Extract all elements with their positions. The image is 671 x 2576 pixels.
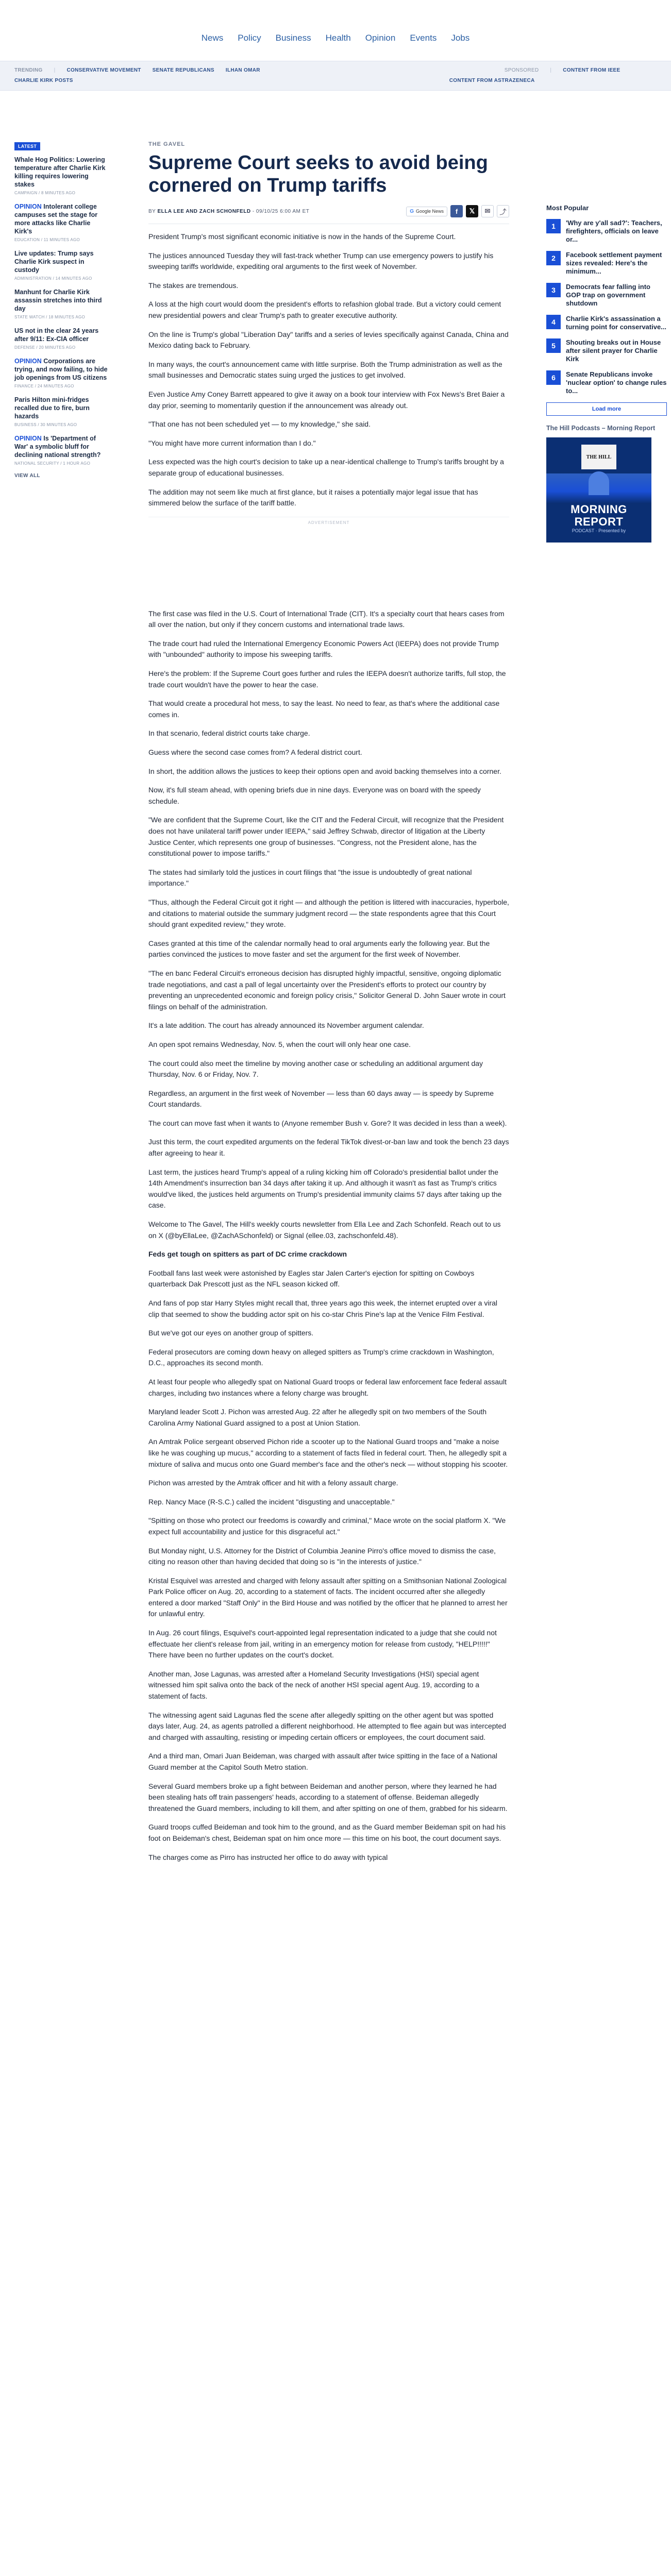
article-paragraph: "That one has not been scheduled yet — to my knowledge," she said. xyxy=(148,420,371,429)
rank-badge: 1 xyxy=(546,219,561,233)
ad-label: ADVERTISEMENT xyxy=(308,520,350,525)
podcast-artwork[interactable] xyxy=(546,437,651,543)
latest-meta: BUSINESS / 30 MINUTES AGO xyxy=(14,422,77,427)
rank-badge: 6 xyxy=(546,370,561,385)
article-paragraph: Rep. Nancy Mace (R-S.C.) called the incident "disgusting and unacceptable." xyxy=(148,1497,395,1506)
article-paragraph: On the line is Trump's global "Liberation Day" tariffs and a series of levies specifically against Canada, China and Mexico dating back to February. xyxy=(148,330,509,350)
article-paragraph: At least four people who allegedly spat on National Guard troops or federal law enforcement face federal assault charges, including two instances where a felony charge was brought. xyxy=(148,1377,507,1397)
top-navigation xyxy=(0,0,671,61)
latest-headline[interactable]: Whale Hog Politics: Lowering temperature after Charlie Kirk killing requires lowering stakes xyxy=(14,156,106,188)
latest-headline[interactable]: OPINION Corporations are trying, and now failing, to hide job openings from US citizens xyxy=(14,358,108,381)
latest-item[interactable] xyxy=(14,249,109,281)
article-paragraph: "The en banc Federal Circuit's erroneous decision has disrupted highly impactful, sensitive, ongoing diplomatic trade negotiations, and cast a pall of legal uncertainty over the President's efforts to protect our country by preventing an unprecedented economic and foreign policy crisis," Solicitor General D. John Sauer wrote in court filings on behalf of the administration. xyxy=(148,969,506,1011)
load-more-button[interactable]: Load more xyxy=(546,402,667,416)
latest-item[interactable] xyxy=(14,357,109,388)
article-paragraph: That would create a procedural hot mess, to say the least. No need to fear, as that's where the additional case comes in. xyxy=(148,699,500,719)
article-paragraph: A loss at the high court would doom the president's efforts to refashion global trade. But a victory could cement new presidential powers and clear Trump's path to greater executive authority. xyxy=(148,300,501,319)
most-popular-item[interactable] xyxy=(546,315,667,331)
article-paragraph: Even Justice Amy Coney Barrett appeared to give it away on a book tour interview with Fox News's Bret Baier a day prior, seeming to momentarily question if the announcement was already out. xyxy=(148,389,505,410)
email-share-icon[interactable]: ✉ xyxy=(481,205,494,217)
article-paragraph: Federal prosecutors are coming down heavy on alleged spitters as Trump's crime crackdown in Washington, D.C., approaches its second month. xyxy=(148,1347,494,1367)
latest-headline[interactable]: OPINION Intolerant college campuses set the stage for more attacks like Charlie Kirk's xyxy=(14,203,98,235)
x-share-icon[interactable]: 𝕏 xyxy=(466,205,478,217)
most-popular-title[interactable]: Facebook settlement payment sizes revealed: Here's the minimum... xyxy=(566,251,662,275)
nav-policy[interactable]: Policy xyxy=(238,33,261,43)
article-paragraph: Pichon was arrested by the Amtrak officer and hit with a felony assault charge. xyxy=(148,1479,398,1487)
sponsored-link[interactable]: CONTENT FROM ASTRAZENECA xyxy=(449,78,535,83)
article-paragraph: "We are confident that the Supreme Court, like the CIT and the Federal Circuit, will recognize that the President does not have unilateral tariff power under IEEPA," said Jeffrey Schwab, director of litigation at the Liberty Justice Center, which represents one group of businesses. "Congress, not the President alone, has the constitutional power to impose tariffs." xyxy=(148,816,504,858)
nav-opinion[interactable]: Opinion xyxy=(365,33,396,43)
latest-item[interactable] xyxy=(14,327,109,350)
most-popular-title[interactable]: Democrats fear falling into GOP trap on government shutdown xyxy=(566,283,650,307)
most-popular-item[interactable] xyxy=(546,338,667,363)
article-title: Supreme Court seeks to avoid being cornered on Trump tariffs xyxy=(148,152,488,196)
most-popular-item[interactable] xyxy=(546,283,667,308)
latest-badge: LATEST xyxy=(14,142,40,150)
latest-meta: EDUCATION / 11 MINUTES AGO xyxy=(14,238,80,242)
latest-headline[interactable]: US not in the clear 24 years after 9/11: Ex-CIA officer xyxy=(14,327,99,343)
most-popular-title[interactable]: Charlie Kirk's assassination a turning point for conservative... xyxy=(566,315,667,331)
rank-badge: 2 xyxy=(546,251,561,265)
latest-item[interactable] xyxy=(14,202,109,242)
article-paragraph: Another man, Jose Lagunas, was arrested after a Homeland Security Investigations (HSI) special agent witnessed him spit saliva onto the back of the neck of another HSI special agent Aug. 19, according to a statement of facts. xyxy=(148,1669,480,1701)
podcast-title: MORNING REPORT xyxy=(571,503,627,528)
article-paragraph: The court can move fast when it wants to (Anyone remember Bush v. Gore? It was decided in less than a week). xyxy=(148,1118,507,1127)
capitol-dome-graphic xyxy=(589,471,609,495)
most-popular-rail xyxy=(546,204,667,543)
trending-link[interactable]: ILHAN OMAR xyxy=(225,67,260,73)
most-popular-list xyxy=(546,219,667,395)
latest-headline[interactable]: OPINION Is 'Department of War' a symbolic bluff for declining national strength? xyxy=(14,435,101,459)
article-paragraph: Welcome to The Gavel, The Hill's weekly courts newsletter from Ella Lee and Zach Schonfeld. Reach out to us on X (@byEllaLee, @ZachASchonfeld) or Signal (ellee.03, zachschonfeld.48). xyxy=(148,1220,501,1240)
latest-headline[interactable]: Manhunt for Charlie Kirk assassin stretches into third day xyxy=(14,289,102,312)
article-paragraph: The court could also meet the timeline by moving another case or scheduling an additional argument day Thursday, Nov. 6 or Friday, Nov. 7. xyxy=(148,1059,483,1079)
article-paragraph: The stakes are tremendous. xyxy=(148,281,239,290)
trending-row-1: TRENDING | CONSERVATIVE MOVEMENT SENATE REPUBLICANS ILHAN OMAR SPONSORED | CONTENT FROM IEEE xyxy=(14,67,620,73)
article-paragraph: But Monday night, U.S. Attorney for the District of Columbia Jeanine Pirro's office moved to dismiss the case, citing no reason other than having decided that doing so is "in the interests of justice." xyxy=(148,1546,496,1566)
article xyxy=(148,141,509,1871)
article-paragraph: The states had similarly told the justices in court filings that "the issue is undoubtedly of great national importance." xyxy=(148,868,472,888)
most-popular-title[interactable]: 'Why are y'all sad?': Teachers, firefighters, officials on leave or... xyxy=(566,219,662,243)
rank-badge: 3 xyxy=(546,283,561,297)
trending-row-2 xyxy=(14,78,671,83)
trending-bar xyxy=(0,61,671,91)
article-lede: President Trump's most significant economic initiative is now in the hands of the Supreme Court. xyxy=(148,232,456,241)
article-paragraph: Guard troops cuffed Beideman and took him to the ground, and as the Guard member Beideman spit on had his foot on Beideman's chest, Beideman spat on him once more — this time on his boot, the court document says. xyxy=(148,1823,506,1842)
article-paragraph: But we've got our eyes on another group of spitters. xyxy=(148,1329,314,1337)
article-paragraph: Several Guard members broke up a fight between Beideman and another person, where they learned he had been stealing hats off train passengers' heads, according to a statement of offense. Beideman allegedly threatened the Guard members, including to kill them, and after spitting on one of them, grabbed for his sidearm. xyxy=(148,1782,508,1812)
latest-headline[interactable]: Paris Hilton mini-fridges recalled due to fire, burn hazards xyxy=(14,396,90,420)
trending-link[interactable]: CONSERVATIVE MOVEMENT xyxy=(66,67,141,73)
article-body xyxy=(148,231,509,1863)
rank-badge: 4 xyxy=(546,315,561,329)
sponsored-link[interactable]: CONTENT FROM IEEE xyxy=(563,67,620,73)
article-paragraph: "You might have more current information than I do." xyxy=(148,438,316,447)
article-paragraph: An Amtrak Police sergeant observed Pichon ride a scooter up to the National Guard troops and "make a noise like he was coughing up mucus," according to a statement of facts filed in federal court. Then, he allegedly spit a mixture of saliva and mucus onto one Guard member's face and the other's neck — without stopping his scooter. xyxy=(148,1437,508,1468)
trending-label: TRENDING xyxy=(14,67,43,73)
latest-item[interactable] xyxy=(14,288,109,319)
opinion-tag: OPINION xyxy=(14,203,42,210)
latest-meta: FINANCE / 24 MINUTES AGO xyxy=(14,384,74,388)
latest-meta: CAMPAIGN / 8 MINUTES AGO xyxy=(14,191,76,195)
article-paragraph: The justices announced Tuesday they will fast-track whether Trump can use emergency powers to justify his sweeping tariffs worldwide, expediting oral arguments to the first week of November. xyxy=(148,251,494,271)
trending-link[interactable]: CHARLIE KIRK POSTS xyxy=(14,78,73,83)
article-paragraph: The addition may not seem like much at first glance, but it raises a potentially major legal issue that has simmered below the surface of the tariff battle. xyxy=(148,487,478,507)
publish-date: - 09/10/25 6:00 AM ET xyxy=(250,208,310,214)
article-paragraph: The trade court had ruled the International Emergency Economic Powers Act (IEEPA) does not provide Trump with "unbounded" authority to impose his sweeping tariffs. xyxy=(148,639,499,659)
article-paragraph: Football fans last week were astonished by Eagles star Jalen Carter's ejection for spitting on Cowboys quarterback Dak Prescott just as the NFL season kicked off. xyxy=(148,1268,475,1289)
latest-meta: ADMINISTRATION / 14 MINUTES AGO xyxy=(14,276,92,281)
article-paragraph: In Aug. 26 court filings, Esquivel's court-appointed legal representation indicated to a judge that she could not effectuate her client's release from jail, writing in an emergency motion for release from custody, "HELP!!!!!" There have been no further updates on the court's docket. xyxy=(148,1629,497,1659)
nav-health[interactable]: Health xyxy=(325,33,351,43)
latest-list xyxy=(14,156,109,466)
share-tools xyxy=(406,205,509,217)
facebook-share-icon[interactable]: f xyxy=(450,205,463,217)
article-paragraph: Less expected was the high court's decision to take up a near-identical challenge to Trump's tariffs brought by a separate group of educational businesses. xyxy=(148,457,504,477)
nav-business[interactable]: Business xyxy=(275,33,311,43)
latest-item[interactable] xyxy=(14,156,109,195)
sponsored-label: SPONSORED xyxy=(504,67,539,73)
ad-slot xyxy=(148,517,509,594)
section-heading: Feds get tough on spitters as part of DC crime crackdown xyxy=(148,1250,347,1259)
article-paragraph: The witnessing agent said Lagunas fled the scene after allegedly spitting on the other agent but was spotted days later, Aug. 24, as agents patrolled a different neighborhood. He attempted to flee again but was intercepted and charged with assaulting, resisting or impeding certain officers or employees, the court document said. xyxy=(148,1710,506,1741)
opinion-tag: OPINION xyxy=(14,435,42,442)
byline-row xyxy=(148,205,509,224)
latest-meta: DEFENSE / 20 MINUTES AGO xyxy=(14,345,76,350)
nav-news[interactable]: News xyxy=(201,33,224,43)
view-all-link[interactable]: VIEW ALL xyxy=(14,473,40,479)
article-paragraph: An open spot remains Wednesday, Nov. 5, when the court will only hear one case. xyxy=(148,1040,411,1048)
article-paragraph: Guess where the second case comes from? A federal district court. xyxy=(148,748,362,757)
article-paragraph: The first case was filed in the U.S. Court of International Trade (CIT). It's a specialty court that hears cases from all over the nation, but only if they concern customs and international trade laws. xyxy=(148,609,505,629)
most-popular-item[interactable] xyxy=(546,219,667,244)
article-paragraph: "Spitting on those who protect our freedoms is cowardly and criminal," Mace wrote on the social platform X. "We expect full accountability and justice for this disgraceful act." xyxy=(148,1516,506,1536)
latest-meta: STATE WATCH / 18 MINUTES AGO xyxy=(14,315,86,319)
article-paragraph: The charges come as Pirro has instructed her office to do away with typical xyxy=(148,1853,388,1861)
article-paragraph: And fans of pop star Harry Styles might recall that, three years ago this week, the internet erupted over a viral clip that seemed to show the budding actor spit on his co-star Chris Pine's lap at the Venice Film Festival. xyxy=(148,1299,498,1318)
article-kicker[interactable]: THE GAVEL xyxy=(148,141,186,147)
article-paragraph: In short, the addition allows the justices to keep their options open and avoid backing themselves into a corner. xyxy=(148,767,501,775)
copy-link-icon[interactable]: ⤴ xyxy=(497,205,509,217)
nav-events[interactable]: Events xyxy=(410,33,437,43)
google-news-icon: G xyxy=(410,208,414,214)
opinion-tag: OPINION xyxy=(14,358,42,365)
article-paragraph: Here's the problem: If the Supreme Court goes further and rules the IEEPA doesn't authorize tariffs, full stop, the trade court wouldn't have the power to hear the case. xyxy=(148,669,506,689)
latest-item[interactable] xyxy=(14,434,109,466)
author-names[interactable]: ELLA LEE AND ZACH SCHONFELD xyxy=(157,208,251,214)
trending-link[interactable]: SENATE REPUBLICANS xyxy=(152,67,214,73)
article-paragraph: In many ways, the court's announcement came with little surprise. Both the Trump administration as well as the small businesses and Democratic states suing urged the justices to get involved. xyxy=(148,360,502,380)
most-popular-heading: Most Popular xyxy=(546,204,589,212)
podcast-sub: PODCAST · Presented by xyxy=(572,528,626,533)
article-paragraph: Now, it's full steam ahead, with opening briefs due in nine days. Everyone was on board with the speedy schedule. xyxy=(148,786,481,805)
article-paragraph: Maryland leader Scott J. Pichon was arrested Aug. 22 after he allegedly spit on two members of the South Carolina Army National Guard assigned to a post at Union Station. xyxy=(148,1408,487,1427)
most-popular-item[interactable] xyxy=(546,251,667,276)
nav-jobs[interactable]: Jobs xyxy=(451,33,470,43)
article-paragraph: Regardless, an argument in the first week of November — less than 60 days away — is speedy by Supreme Court standards. xyxy=(148,1089,494,1109)
latest-headline[interactable]: Live updates: Trump says Charlie Kirk suspect in custody xyxy=(14,250,94,274)
article-paragraph: Cases granted at this time of the calendar normally head to oral arguments early the following year. But the parties convinced the justices to move faster and set the argument for the first week of November. xyxy=(148,939,490,959)
google-news-button[interactable]: G Google News xyxy=(406,207,447,216)
rank-badge: 5 xyxy=(546,338,561,353)
the-hill-logo: THE HILL xyxy=(581,445,616,469)
most-popular-title[interactable]: Shouting breaks out in House after silent prayer for Charlie Kirk xyxy=(566,338,661,363)
latest-meta: NATIONAL SECURITY / 1 HOUR AGO xyxy=(14,461,91,466)
podcast-heading[interactable]: The Hill Podcasts – Morning Report xyxy=(546,425,656,432)
most-popular-title[interactable]: Senate Republicans invoke 'nuclear option' to change rules to... xyxy=(566,370,667,395)
article-paragraph: In that scenario, federal district courts take charge. xyxy=(148,729,310,738)
article-paragraph: It's a late addition. The court has already announced its November argument calendar. xyxy=(148,1021,424,1030)
most-popular-item[interactable] xyxy=(546,370,667,395)
latest-item[interactable] xyxy=(14,396,109,427)
byline: BY ELLA LEE AND ZACH SCHONFELD - 09/10/25 6:00 AM ET xyxy=(148,208,310,214)
latest-news-rail xyxy=(14,141,109,479)
article-paragraph: "Thus, although the Federal Circuit got it right — and although the petition is littered with inaccuracies, hyperbole, and citations to material outside the summary judgment record — the state respondents agree that this Court should grant expedited review," they wrote. xyxy=(148,897,509,929)
article-paragraph: Last term, the justices heard Trump's appeal of a ruling kicking him off Colorado's presidential ballot under the 14th Amendment's insurrection ban 34 days after taking it up. And although it wasn't as fast as Trump's critics would've liked, the justices held arguments on Trump's presidential immunity claims 57 days after taking up the case. xyxy=(148,1167,502,1210)
article-paragraph: And a third man, Omari Juan Beideman, was charged with assault after twice spitting in the face of a National Guard member at the Capitol South Metro station. xyxy=(148,1752,498,1771)
article-paragraph: Kristal Esquivel was arrested and charged with felony assault after spitting on a Smithsonian National Zoological Park Police officer on Aug. 20, according to a statement of facts. The incident occurred after she allegedly entered a door marked "Staff Only" in the Bird House and was notified by the officer that he planned to arrest her for unlawful entry. xyxy=(148,1576,508,1618)
article-paragraph: Just this term, the court expedited arguments on the federal TikTok divest-or-ban law and took the bench 23 days after agreeing to hear it. xyxy=(148,1138,509,1158)
